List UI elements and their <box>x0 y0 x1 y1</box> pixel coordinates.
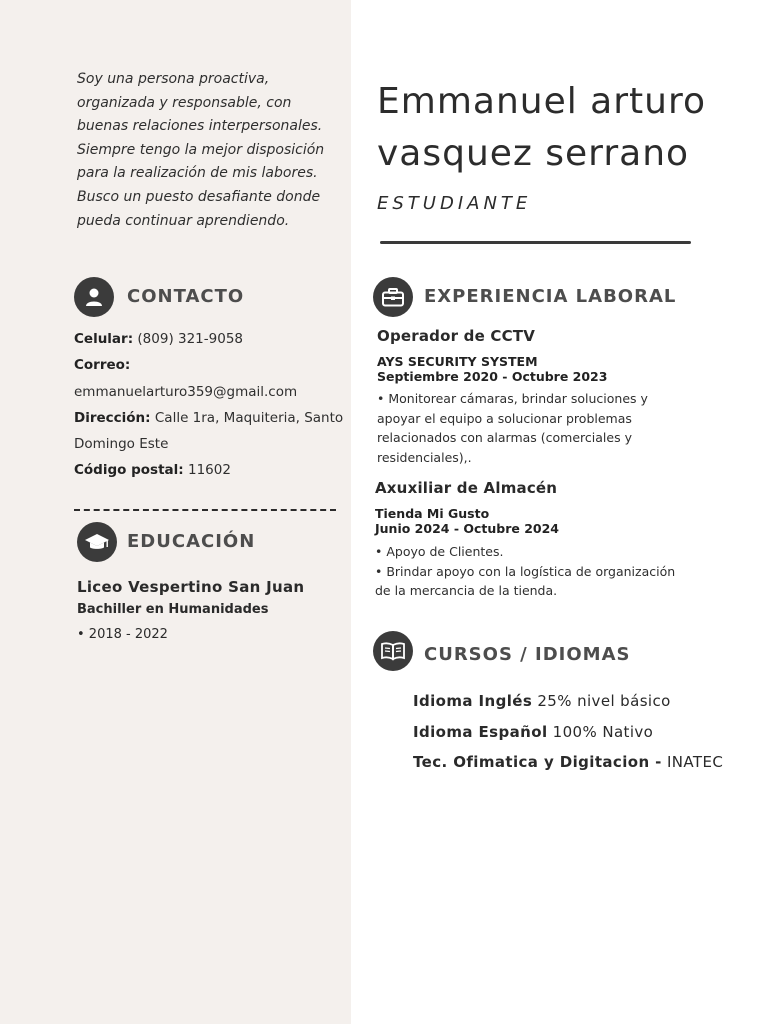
contact-email-label-row <box>74 352 344 378</box>
experience-section-title: EXPERIENCIA LABORAL <box>424 286 677 307</box>
briefcase-icon <box>373 277 413 317</box>
job-desc-line: apoyar el equipo a solucionar problemas <box>377 410 632 426</box>
summary-line: para la realización de mis labores. <box>77 165 318 182</box>
job-description <box>375 542 705 601</box>
job-desc-line: residenciales),. <box>377 449 472 465</box>
course-value: 25% nivel básico <box>537 692 671 710</box>
profile-summary <box>77 68 339 233</box>
contact-list <box>74 326 344 484</box>
postal-value: 11602 <box>187 462 231 479</box>
job-role: ESTUDIANTE <box>377 193 532 214</box>
job-desc-line: relacionados con alarmas (comerciales y <box>377 430 632 445</box>
course-label: Idioma Español <box>413 722 548 741</box>
summary-line: Busco un puesto desafiante donde <box>77 188 321 205</box>
job-company: Tienda Mi Gusto <box>375 506 490 521</box>
summary-line: organizada y responsable, con <box>77 94 292 111</box>
job-dates: Junio 2024 - Octubre 2024 <box>375 521 559 536</box>
job-desc-line: de la mercancia de la tienda. <box>375 583 558 598</box>
summary-line: Siempre tengo la mejor disposición <box>77 141 325 158</box>
summary-line: pueda continuar aprendiendo. <box>77 212 290 229</box>
email-label: Correo: <box>74 357 131 374</box>
name-divider <box>380 241 691 244</box>
contact-phone <box>74 326 344 352</box>
email-value: emmanuelarturo359@gmail.com <box>74 383 298 400</box>
phone-value: (809) 321-9058 <box>137 331 243 347</box>
address-value-line2: Domingo Este <box>74 436 169 453</box>
address-value-line1: Calle 1ra, Maquiteria, Santo <box>154 409 344 426</box>
contact-address-cont <box>74 431 344 457</box>
job-dates: Septiembre 2020 - Octubre 2023 <box>377 369 608 384</box>
course-label: Tec. Ofimatica y Digitacion - <box>413 753 662 771</box>
candidate-name <box>377 76 757 180</box>
job-desc-line: • Monitorear cámaras, brindar soluciones y <box>377 391 648 406</box>
courses-section-title: CURSOS / IDIOMAS <box>424 644 631 665</box>
job-desc-line: • Apoyo de Clientes. <box>375 544 504 559</box>
course-value: 100% Nativo <box>552 722 654 741</box>
book-icon <box>373 631 413 671</box>
education-school: Liceo Vespertino San Juan <box>77 578 305 596</box>
name-line-1: Emmanuel arturo <box>377 81 706 122</box>
job-meta <box>375 506 559 536</box>
job-description <box>377 389 662 467</box>
course-item <box>413 747 723 778</box>
address-label: Dirección: <box>74 409 151 426</box>
contact-address <box>74 405 344 431</box>
contact-email <box>74 379 344 405</box>
education-section-title: EDUCACIÓN <box>127 531 256 552</box>
courses-list <box>413 686 723 778</box>
job-title: Operador de CCTV <box>377 327 536 345</box>
course-label: Idioma Inglés <box>413 692 533 710</box>
summary-line: Soy una persona proactiva, <box>77 71 270 87</box>
job-meta <box>377 354 607 384</box>
course-value: INATEC <box>666 753 724 771</box>
education-years: • 2018 - 2022 <box>77 627 168 642</box>
job-desc-line: • Brindar apoyo con la logística de organización <box>375 563 676 579</box>
job-title: Axuxiliar de Almacén <box>375 479 558 497</box>
course-item <box>413 717 723 748</box>
graduation-cap-icon <box>77 522 117 562</box>
contact-section-title: CONTACTO <box>127 286 245 307</box>
dashed-divider <box>74 509 336 511</box>
person-icon <box>74 277 114 317</box>
course-item <box>413 686 723 717</box>
phone-label: Celular: <box>74 331 134 347</box>
contact-postal <box>74 457 344 483</box>
education-degree: Bachiller en Humanidades <box>77 602 269 617</box>
postal-label: Código postal: <box>74 462 184 479</box>
job-company: AYS SECURITY SYSTEM <box>377 354 538 369</box>
summary-line: buenas relaciones interpersonales. <box>77 118 323 135</box>
name-line-2: vasquez serrano <box>377 133 690 174</box>
